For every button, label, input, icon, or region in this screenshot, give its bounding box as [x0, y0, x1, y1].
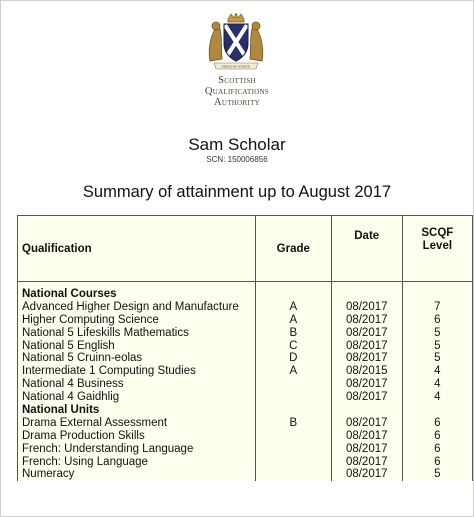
row-12-date: 08/2017 — [345, 442, 388, 455]
row-5-date: 08/2017 — [345, 352, 388, 365]
row-6-level: 4 — [434, 365, 441, 378]
row-4-date: 08/2017 — [345, 339, 388, 352]
row-4-qualification: National 5 English — [22, 339, 115, 352]
row-7-qualification: National 4 Business — [22, 378, 124, 391]
row-1-grade: A — [289, 300, 298, 313]
row-6-qualification: Intermediate 1 Computing Studies — [22, 365, 196, 378]
row-7-grade — [256, 378, 331, 391]
row-1-level: 7 — [434, 300, 441, 313]
row-11-date: 08/2017 — [345, 429, 388, 442]
organisation-name-line1: Scottish — [218, 75, 256, 86]
row-1-qualification: Advanced Higher Design and Manufacture — [22, 300, 239, 313]
row-10-qualification: Drama External Assessment — [22, 416, 168, 429]
qualification-column — [18, 282, 256, 482]
row-14-grade — [256, 468, 331, 481]
row-8-grade — [256, 391, 331, 404]
row-7-level: 4 — [434, 378, 441, 391]
row-13-level: 6 — [434, 455, 441, 468]
sqa-crest-icon — [204, 13, 268, 71]
row-5-qualification: National 5 Cruinn-eolas — [22, 352, 143, 365]
row-11-qualification: Drama Production Skills — [22, 429, 145, 442]
table-body-row — [18, 282, 473, 482]
row-12-grade — [256, 443, 331, 456]
row-9-level — [403, 404, 472, 417]
organisation-name — [1, 75, 473, 108]
row-10-level: 6 — [434, 416, 441, 429]
row-10-date: 08/2017 — [345, 416, 388, 429]
row-0-date — [332, 288, 402, 301]
row-2-grade: A — [289, 313, 298, 326]
grade-column — [255, 282, 331, 482]
attainment-table — [17, 215, 473, 481]
row-11-grade — [256, 430, 331, 443]
row-9-date — [332, 404, 402, 417]
row-2-date: 08/2017 — [345, 313, 388, 326]
date-column — [331, 282, 402, 482]
row-0-level — [403, 288, 472, 301]
scqf-level-column — [402, 282, 472, 482]
row-9-grade — [256, 404, 331, 417]
section-heading: National Units — [22, 404, 100, 417]
row-14-qualification: Numeracy — [22, 468, 75, 481]
row-4-grade: C — [289, 339, 298, 352]
row-12-level: 6 — [434, 442, 441, 455]
table-header-row — [18, 216, 473, 282]
row-3-level: 5 — [434, 326, 441, 339]
row-13-date: 08/2017 — [345, 455, 388, 468]
row-3-grade: B — [289, 326, 298, 339]
header-date: Date — [331, 216, 402, 282]
row-3-date: 08/2017 — [345, 326, 388, 339]
row-3-qualification: National 5 Lifeskills Mathematics — [22, 326, 189, 339]
summary-title: Summary of attainment up to August 2017 — [82, 183, 392, 201]
row-6-date: 08/2015 — [345, 365, 388, 378]
header-scqf-level-line2: Level — [422, 240, 453, 252]
row-13-qualification: French: Using Language — [22, 455, 148, 468]
header-grade: Grade — [255, 216, 331, 282]
row-2-level: 6 — [434, 313, 441, 326]
organisation-name-line2: Qualifications — [204, 86, 270, 97]
row-8-qualification: National 4 Gaidhlig — [22, 391, 120, 404]
header-scqf-level — [402, 216, 472, 282]
row-12-qualification: French: Understanding Language — [22, 442, 194, 455]
row-4-level: 5 — [434, 339, 441, 352]
row-14-date: 08/2017 — [345, 468, 388, 481]
row-0-grade — [256, 288, 331, 301]
crest-motto: PRIDE OF WORTH — [222, 64, 250, 69]
row-1-date: 08/2017 — [345, 300, 388, 313]
section-heading: National Courses — [22, 288, 117, 300]
row-13-grade — [256, 456, 331, 469]
row-8-date: 08/2017 — [345, 391, 388, 404]
header-scqf-level-line1: SCQF — [421, 227, 454, 239]
candidate-scn: SCN: 150006856 — [206, 155, 268, 164]
organisation-name-line3: Authority — [213, 97, 261, 108]
row-6-grade: A — [289, 365, 298, 378]
row-2-qualification: Higher Computing Science — [22, 313, 159, 326]
header-qualification: Qualification — [18, 216, 256, 282]
row-8-level: 4 — [434, 391, 441, 404]
row-5-grade: D — [289, 352, 298, 365]
row-10-grade: B — [289, 416, 298, 429]
row-5-level: 5 — [434, 352, 441, 365]
row-11-level: 6 — [434, 429, 441, 442]
row-7-date: 08/2017 — [345, 378, 388, 391]
candidate-name: Sam Scholar — [188, 135, 286, 154]
row-14-level: 5 — [434, 468, 441, 481]
